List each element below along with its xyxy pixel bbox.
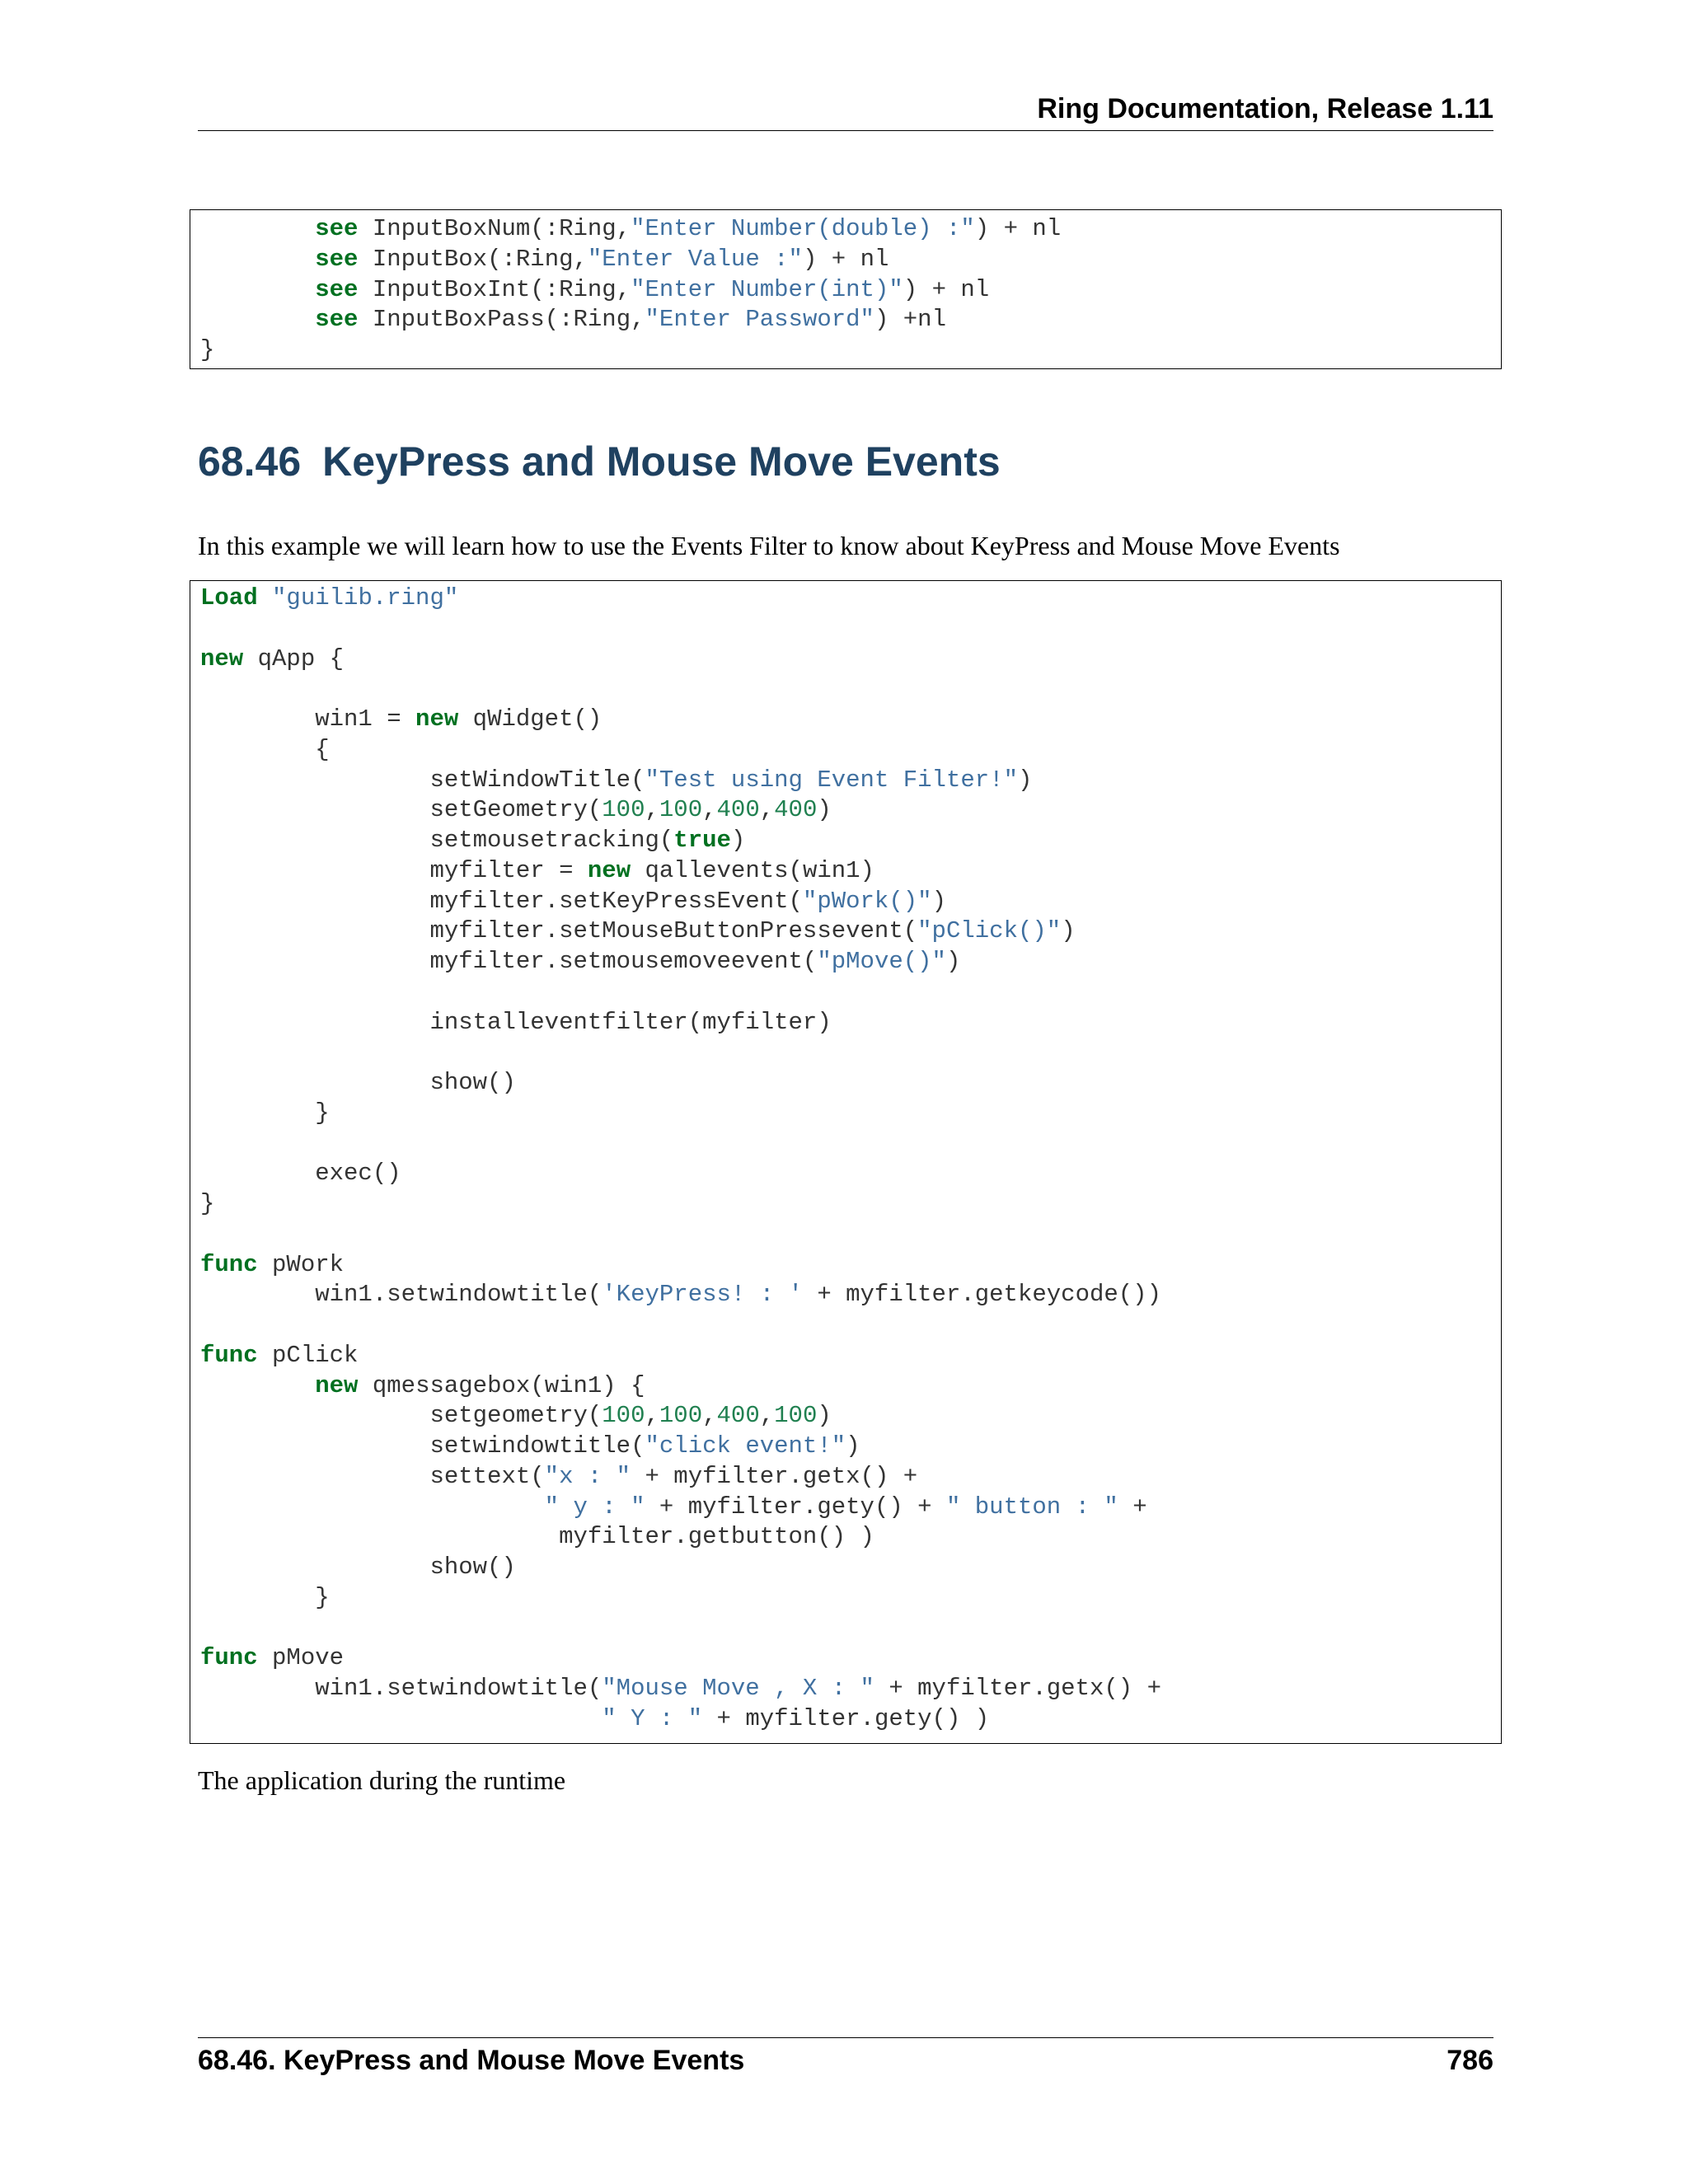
code-text: qmessagebox(win1) { [358, 1371, 645, 1399]
code-text: } [200, 1583, 330, 1611]
code-line [200, 1402, 832, 1429]
code-block-events-filter [190, 580, 1502, 1744]
code-text: ) + nl [802, 245, 889, 273]
code-string: "Enter Password" [645, 306, 874, 334]
code-string: "Enter Number(double) :" [631, 215, 975, 242]
footer-section-title: 68.46. KeyPress and Mouse Move Events [198, 2045, 745, 2076]
code-text: InputBoxNum(:Ring, [358, 215, 631, 242]
code-string: "Test using Event Filter!" [645, 766, 1018, 794]
intro-paragraph: In this example we will learn how to use the Events Filter to know about KeyPress and Mouse Move Events [198, 531, 1340, 560]
page-number: 786 [1447, 2045, 1493, 2076]
code-text: InputBoxInt(:Ring, [358, 275, 631, 303]
running-header: Ring Documentation, Release 1.11 [1037, 93, 1493, 124]
code-text: myfilter.setmousemoveevent( [200, 948, 818, 975]
code-number: 100 [659, 1402, 703, 1430]
code-text [200, 1705, 602, 1732]
code-text [200, 306, 315, 333]
code-line [200, 1523, 874, 1550]
code-text: exec() [200, 1160, 401, 1188]
code-line [200, 766, 1032, 794]
code-line [200, 1554, 516, 1581]
code-text [200, 276, 315, 303]
code-text: { [200, 735, 330, 763]
code-keyword: see [315, 306, 359, 334]
code-line [200, 1675, 1161, 1702]
code-string: " y : " [544, 1493, 645, 1521]
code-keyword: see [315, 215, 359, 242]
section-title-text: KeyPress and Mouse Move Events [322, 438, 1001, 485]
code-text: , [702, 796, 717, 824]
code-string: "Enter Value :" [587, 245, 803, 273]
code-string: "guilib.ring" [272, 584, 459, 612]
code-text: settext( [200, 1462, 545, 1490]
code-text: , [645, 796, 659, 824]
code-line [200, 306, 946, 333]
code-string: " button : " [945, 1493, 1118, 1521]
code-text: setWindowTitle( [200, 766, 645, 794]
code-text: + myfilter.getx() + [874, 1675, 1161, 1702]
code-number: 100 [659, 796, 703, 824]
code-text: , [645, 1402, 659, 1430]
code-text: } [200, 1190, 215, 1217]
code-string: " Y : " [602, 1704, 703, 1732]
code-keyword: new [315, 1371, 359, 1399]
code-text: + myfilter.gety() + [645, 1493, 946, 1521]
code-line [200, 917, 1076, 944]
code-number: 400 [716, 796, 760, 824]
code-text: win1.setwindowtitle( [200, 1675, 603, 1702]
code-line [200, 276, 989, 303]
code-text: setmousetracking( [200, 827, 674, 854]
code-text: ) [817, 1402, 832, 1430]
code-string: 'KeyPress! : ' [602, 1281, 803, 1309]
code-number: 100 [774, 1402, 818, 1430]
code-text: myfilter.setMouseButtonPressevent( [200, 917, 918, 945]
code-text: } [200, 336, 215, 363]
code-text: ) [730, 827, 746, 854]
code-number: 100 [602, 1402, 645, 1430]
code-keyword: func [200, 1250, 258, 1278]
code-text: show() [200, 1554, 516, 1581]
code-text: , [759, 796, 775, 824]
code-text: win1 = [200, 705, 416, 733]
code-text: qWidget() [458, 705, 603, 733]
code-text: installeventfilter(myfilter) [200, 1008, 832, 1036]
code-line [200, 948, 960, 975]
code-text: qApp { [243, 644, 345, 673]
code-text: + myfilter.getx() + [631, 1462, 918, 1490]
code-string: "x : " [544, 1462, 631, 1490]
code-line [200, 1644, 344, 1671]
code-line [200, 736, 330, 763]
code-string: "pMove()" [817, 948, 946, 975]
code-text: myfilter = [200, 856, 588, 884]
code-line [200, 827, 745, 854]
code-line [200, 1099, 330, 1127]
code-text [200, 1493, 545, 1521]
code-keyword: new [415, 705, 459, 733]
code-text: ) + nl [903, 275, 990, 303]
code-string: "click event!" [645, 1432, 846, 1460]
code-text: ) +nl [874, 306, 946, 334]
section-heading [198, 437, 1001, 486]
code-text: myfilter.getbutton() ) [200, 1523, 874, 1551]
code-text: ) [1061, 917, 1076, 945]
code-line [200, 1463, 917, 1490]
code-line [200, 1160, 401, 1187]
code-string: "Mouse Move , X : " [602, 1675, 874, 1702]
code-text: pMove [257, 1644, 345, 1672]
code-text [258, 584, 272, 612]
section-number: 68.46 [198, 438, 302, 485]
code-text: setwindowtitle( [200, 1432, 645, 1460]
code-line [200, 888, 946, 915]
code-text: + myfilter.gety() ) [702, 1704, 990, 1732]
code-line [200, 1493, 1147, 1521]
code-text: qallevents(win1) [631, 856, 874, 884]
code-keyword: func [200, 1644, 258, 1672]
code-keyword: Load [200, 584, 258, 612]
code-keyword: see [315, 275, 359, 303]
code-line [200, 1584, 330, 1611]
code-string: "Enter Number(int)" [631, 275, 903, 303]
header-rule [198, 130, 1493, 131]
code-text [200, 215, 315, 242]
code-line [200, 1281, 1161, 1308]
code-number: 400 [716, 1402, 760, 1430]
code-text: InputBoxPass(:Ring, [358, 306, 645, 334]
code-text: ) + nl [974, 215, 1062, 242]
code-text: InputBox(:Ring, [358, 245, 588, 273]
code-line [200, 215, 1061, 242]
code-keyword: func [200, 1341, 258, 1369]
code-text: win1.setwindowtitle( [200, 1281, 603, 1309]
code-text: ) [817, 796, 832, 824]
code-text: ) [1017, 766, 1033, 794]
code-line [200, 1432, 860, 1460]
code-keyword: true [673, 827, 731, 854]
code-line [200, 1190, 214, 1217]
code-keyword: new [200, 644, 244, 673]
code-line [200, 1251, 344, 1278]
code-line [200, 705, 602, 733]
code-block-input-boxes [190, 209, 1502, 369]
code-listing [200, 583, 1501, 1735]
code-line [200, 1342, 358, 1369]
code-text: ) [945, 948, 961, 975]
code-line [200, 1372, 645, 1399]
code-line [200, 1705, 989, 1732]
code-text: + myfilter.getkeycode()) [802, 1281, 1161, 1309]
code-string: "pClick()" [917, 917, 1062, 945]
code-text: pWork [257, 1250, 345, 1278]
code-number: 100 [602, 796, 645, 824]
code-keyword: new [587, 856, 631, 884]
code-text: setGeometry( [200, 796, 603, 824]
code-line [200, 246, 889, 273]
code-text: ) [931, 887, 946, 915]
runtime-paragraph: The application during the runtime [198, 1765, 566, 1795]
code-string: "pWork()" [802, 887, 932, 915]
code-text: pClick [257, 1341, 359, 1369]
code-text: show() [200, 1069, 516, 1096]
code-line [200, 1069, 516, 1096]
code-line [200, 796, 832, 823]
code-text: + [1118, 1493, 1147, 1521]
code-text: , [702, 1402, 717, 1430]
code-line [200, 645, 344, 673]
code-keyword: see [315, 245, 359, 273]
code-listing [200, 214, 1501, 366]
code-line [200, 336, 214, 363]
code-text: } [200, 1099, 330, 1127]
code-text [200, 246, 315, 273]
code-text: setgeometry( [200, 1402, 603, 1430]
code-number: 400 [774, 796, 818, 824]
code-text: , [759, 1402, 775, 1430]
code-line [200, 1009, 832, 1036]
code-text [200, 1372, 315, 1399]
footer-rule [198, 2037, 1493, 2038]
code-line [200, 584, 458, 612]
code-text: ) [846, 1432, 860, 1460]
code-line [200, 857, 874, 884]
code-text: myfilter.setKeyPressEvent( [200, 887, 803, 915]
